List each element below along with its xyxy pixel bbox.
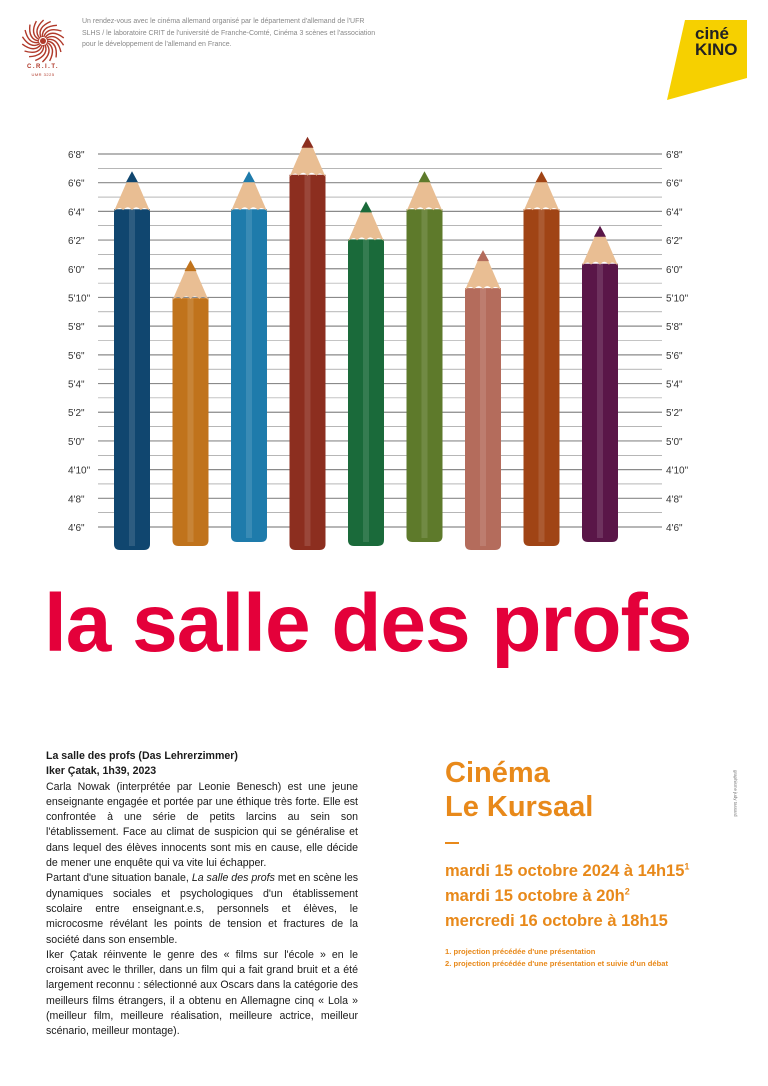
footnote: 2. projection précédée d'une présentation et suivie d'un débat xyxy=(445,959,669,968)
venue-name xyxy=(445,756,735,824)
cinekino-line1: ciné xyxy=(695,24,730,43)
tick-label-left: 5'10" xyxy=(68,293,91,305)
tick-label-left: 5'4" xyxy=(68,379,85,391)
cinekino-logo xyxy=(667,20,747,100)
film-credits: Iker Çatak, 1h39, 2023 xyxy=(46,765,157,778)
film-title: La salle des profs (Das Lehrerzimmer) xyxy=(46,750,238,762)
tick-label-right: 5'6" xyxy=(666,350,683,362)
tick-label-left: 6'8" xyxy=(68,150,85,161)
synopsis xyxy=(46,749,358,1040)
synopsis-paragraph-2-end: met en scène les dynamiques sociales et psychologiques d'un établissement scolaire entre enseignant.e.s, personnels et élèves, le microcosme révélant les points de tension et fractures de la société dans son ensemble. xyxy=(46,872,359,946)
cinekino-wordmark xyxy=(695,26,745,58)
tick-label-right: 6'4" xyxy=(666,207,683,219)
synopsis-film-title-italic: La salle des profs xyxy=(191,872,275,885)
intro-text: Un rendez-vous avec le cinéma allemand organisé par le département d'allemand de l'UFR SLHS / le laboratoire CRIT de l'université de Franche-Comté, Cinéma 3 scènes et l'association pour le développement de l'allemand en France. xyxy=(82,18,376,48)
crit-subtitle: UMR 3225 xyxy=(31,72,55,77)
tick-label-right: 4'6" xyxy=(666,523,683,534)
pencil xyxy=(465,250,501,550)
tick-label-right: 5'4" xyxy=(666,379,683,391)
pencil xyxy=(290,137,326,550)
screening-date: mercredi 16 octobre à 18h15 xyxy=(445,912,668,930)
tick-label-right: 6'2" xyxy=(666,236,683,248)
divider xyxy=(445,842,459,844)
footnote-marker: 1 xyxy=(684,861,690,872)
pencil xyxy=(231,171,267,542)
tick-label-right: 5'10" xyxy=(666,293,689,305)
tick-label-right: 5'2" xyxy=(666,408,683,420)
screening-date: mardi 15 octobre 2024 à $14h15^1$ xyxy=(445,861,690,880)
synopsis-paragraph-1: Carla Nowak (interprétée par Leonie Benesch) est une jeune enseignante engagée et portée par une éthique très forte. Elle est confrontée à une série de petits larcins au sein son l'établissement. Face au climat de suspicion qui se généralise et dans lequel des élèves innocents sont mis en cause, elle décide de mener une enquête qui va vite lui échapper. xyxy=(46,780,358,870)
screening-date: mardi 15 octobre à $20h^2$ xyxy=(445,886,630,905)
tick-label-left: 4'10" xyxy=(68,465,91,477)
tick-label-left: 4'6" xyxy=(68,523,85,534)
tick-label-right: 4'10" xyxy=(666,465,689,477)
page-title: la salle des profs xyxy=(44,578,692,669)
tick-label-left: 5'8" xyxy=(68,322,85,334)
synopsis-paragraph-2 xyxy=(46,871,358,947)
pencil xyxy=(114,171,150,550)
pencil xyxy=(582,226,618,542)
tick-label-left: 5'2" xyxy=(68,408,85,420)
cinekino-line2: KINO xyxy=(695,40,738,59)
crit-logo xyxy=(20,18,66,78)
footnote: 1. projection précédée d'une présentation xyxy=(445,947,596,956)
tick-label-right: 5'8" xyxy=(666,322,683,334)
pencil xyxy=(407,171,443,542)
tick-label-left: 5'0" xyxy=(68,436,85,448)
tick-label-right: 4'8" xyxy=(666,494,683,506)
pencil xyxy=(524,171,560,546)
venue-line-1: Cinéma xyxy=(445,757,550,789)
tick-label-left: 6'0" xyxy=(68,264,85,276)
tick-label-right: 5'0" xyxy=(666,436,683,448)
tick-label-left: 6'4" xyxy=(68,207,85,219)
tick-label-right: 6'0" xyxy=(666,264,683,276)
screening-info xyxy=(445,756,735,970)
venue-line-2: Le Kursaal xyxy=(445,791,594,823)
height-chart-svg xyxy=(0,130,768,570)
tick-label-left: 6'2" xyxy=(68,236,85,248)
crit-name: C.R.I.T. xyxy=(26,64,59,70)
tick-label-right: 6'8" xyxy=(666,150,683,161)
tick-label-left: 5'6" xyxy=(68,350,85,362)
synopsis-paragraph-3: Iker Çatak réinvente le genre des « films sur l'école » en le croisant avec le thriller, dans un film qui a fait grand bruit et a été largement reconnu : sélectionné aux Oscars dans la catégorie des meilleurs films étrangers, il a obtenu en Allemagne cinq « Lola » (meilleur film, meilleure réalisation, meilleure actrice, meilleur scénario, meilleur montage). xyxy=(46,948,358,1038)
tick-label-left: 4'8" xyxy=(68,494,85,506)
footnotes xyxy=(445,946,735,970)
synopsis-paragraph-2-start: Partant d'une situation banale, xyxy=(46,872,192,885)
height-chart xyxy=(0,130,768,570)
pencil xyxy=(348,201,384,546)
footnote-marker: 2 xyxy=(624,886,630,897)
graphic-credit: graphisme judy tassard xyxy=(733,770,738,817)
tick-label-right: 6'6" xyxy=(666,178,683,190)
pencil xyxy=(173,260,209,546)
tick-label-left: 6'6" xyxy=(68,178,85,190)
crit-spiral-icon xyxy=(20,18,66,64)
